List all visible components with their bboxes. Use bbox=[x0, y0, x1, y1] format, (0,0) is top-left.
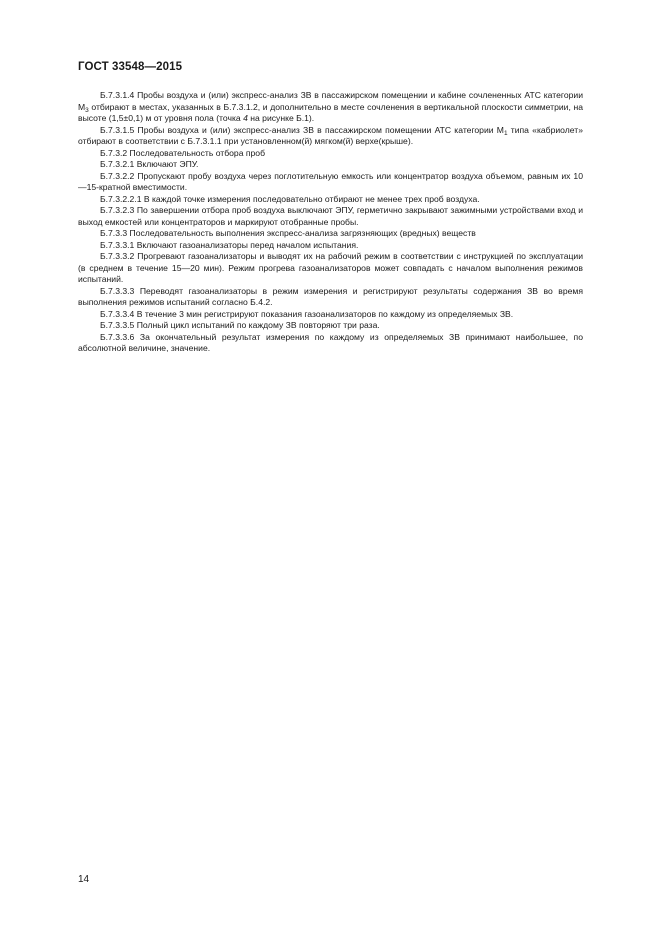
document-header: ГОСТ 33548—2015 bbox=[78, 61, 183, 73]
paragraph-b7335: Б.7.3.3.5 Полный цикл испытаний по каждому ЗВ повторяют три раза. bbox=[100, 320, 380, 330]
document-body bbox=[78, 90, 583, 355]
point-number: 4 bbox=[243, 113, 248, 123]
paragraph-b73221: Б.7.3.2.2.1 В каждой точке измерения последовательно отбирают не менее трех проб воздуха. bbox=[100, 193, 480, 204]
paragraph-text: типа «кабриолет» отбирают в соответствии с Б.7.3.1.1 при установленном(й) мягком(й) верхе(крыше). bbox=[78, 124, 584, 146]
paragraph-b7332: Б.7.3.3.2 Прогревают газоанализаторы и выводят их на рабочий режим в соответствии с инструкцией по эксплуатации (в среднем в течение 15—20 мин). Режим прогрева газоанализаторов может совпадать с началом выполнения режимов испытаний. bbox=[78, 251, 583, 284]
page-number: 14 bbox=[78, 874, 90, 885]
paragraph-text: Б.7.3.1.5 Пробы воздуха и (или) экспресс-анализ ЗВ в пассажирском помещении АТС категории М bbox=[100, 124, 504, 135]
paragraph-text: на рисунке Б.1). bbox=[247, 113, 315, 123]
subscript: 3 bbox=[85, 106, 89, 114]
paragraph-b7323: Б.7.3.2.3 По завершении отбора проб воздуха выключают ЭПУ, герметично закрывают зажимными устройствами вход и выход емкостей или концентраторов и маркируют отобранные пробы. bbox=[78, 205, 583, 227]
paragraph-b7331: Б.7.3.3.1 Включают газоанализаторы перед началом испытания. bbox=[100, 239, 359, 250]
paragraph-text: Б.7.3.1.4 Пробы воздуха и (или) экспресс-анализ ЗВ в пассажирском помещении и кабине сочлененных АТС категории М bbox=[78, 90, 583, 112]
paragraph-b7322: Б.7.3.2.2 Пропускают пробу воздуха через поглотительную емкость или концентратор воздуха объемом, равным их 10—15-кратной вместимости. bbox=[78, 170, 583, 192]
paragraph-b7315 bbox=[78, 125, 583, 148]
paragraph-b7314 bbox=[78, 90, 583, 125]
paragraph-text: отбирают в местах, указанных в Б.7.3.1.2, и дополнительно в месте сочленения в вертикальной плоскости симметрии, на высоте (1,5±0,1) м от уровня пола (точка bbox=[78, 101, 583, 123]
subscript: 1 bbox=[503, 129, 508, 137]
paragraph-b7321: Б.7.3.2.1 Включают ЭПУ. bbox=[100, 159, 199, 169]
paragraph-b732: Б.7.3.2 Последовательность отбора проб bbox=[100, 147, 265, 158]
paragraph-b7334: Б.7.3.3.4 В течение 3 мин регистрируют показания газоанализаторов по каждому из определяемых ЗВ. bbox=[100, 308, 514, 319]
paragraph-b7333: Б.7.3.3.3 Переводят газоанализаторы в режим измерения и регистрируют результаты содержания ЗВ во время выполнения режимов испытаний согласно Б.4.2. bbox=[78, 285, 583, 307]
paragraph-b7336: Б.7.3.3.6 За окончательный результат измерения по каждому из определяемых ЗВ принимают наибольшее, по абсолютной величине, значение. bbox=[78, 331, 583, 353]
paragraph-b733: Б.7.3.3 Последовательность выполнения экспресс-анализа загрязняющих (вредных) веществ bbox=[100, 228, 476, 238]
